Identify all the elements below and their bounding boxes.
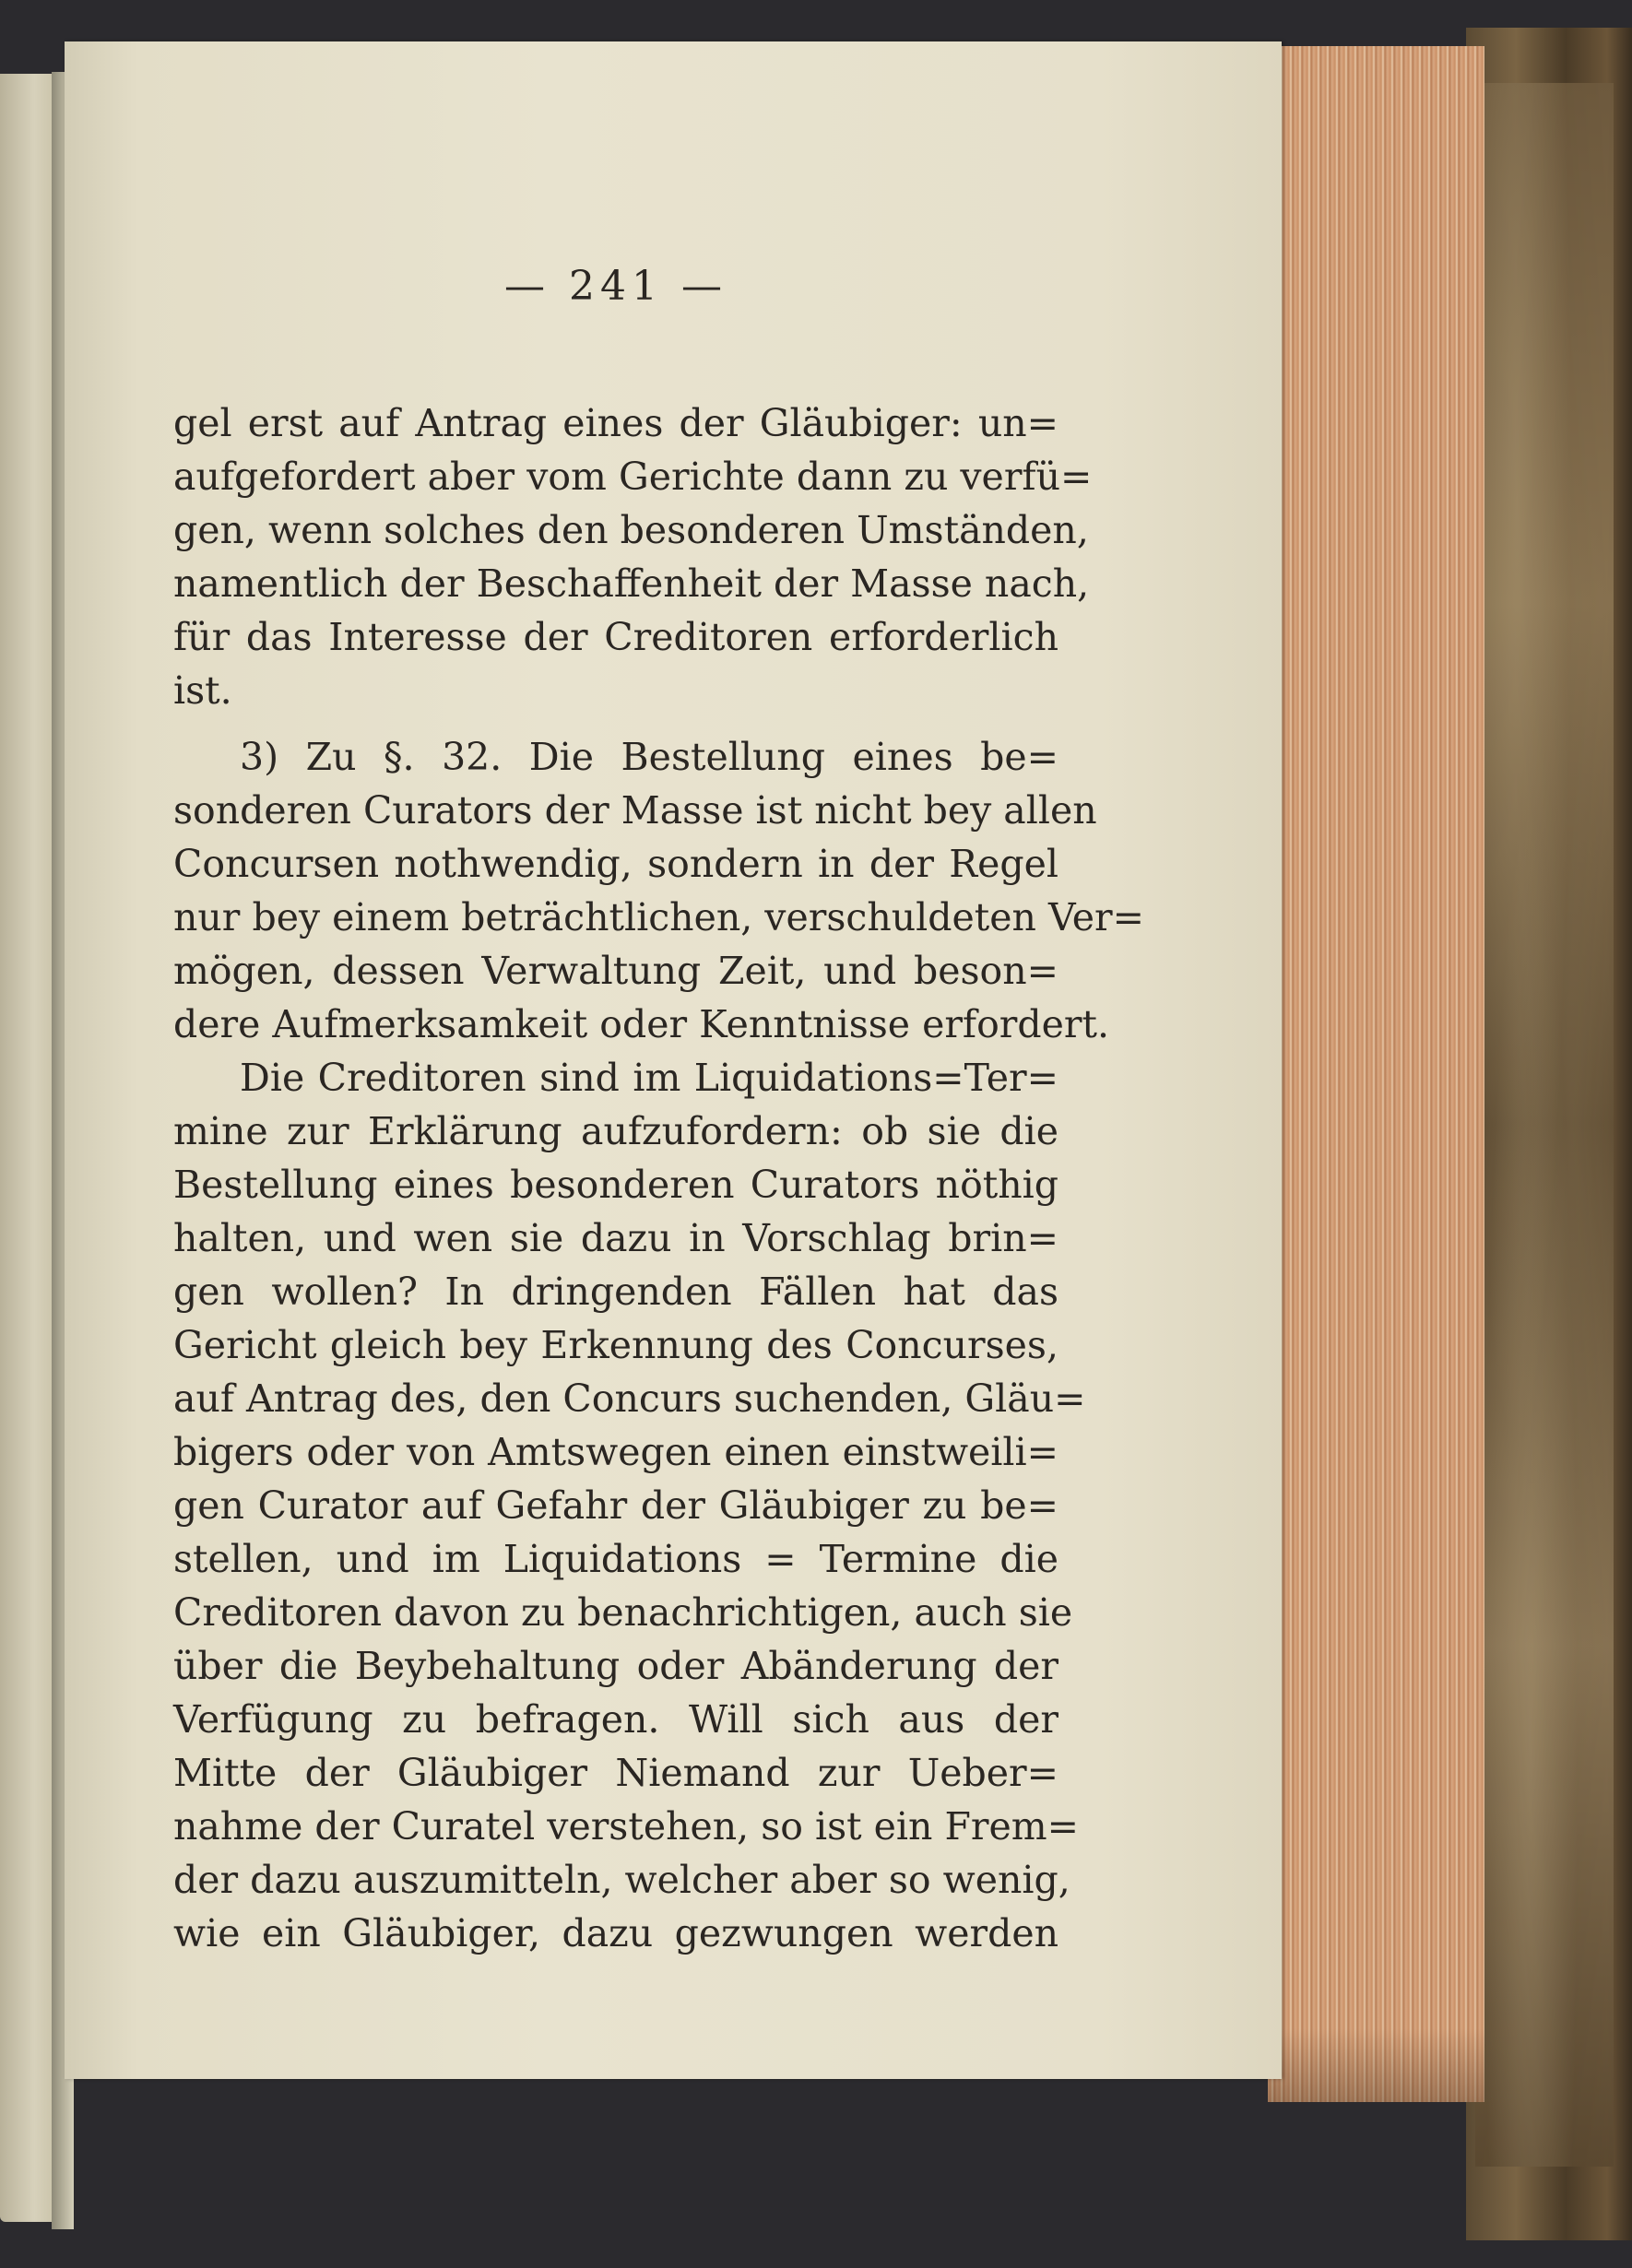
page-edges (1268, 46, 1484, 2102)
text-line: dere Aufmerksamkeit oder Kenntnisse erfordert. (173, 1002, 1110, 1046)
text-line: sonderen Curators der Masse ist nicht bey allen (173, 788, 1097, 833)
left-page (0, 74, 57, 2222)
text-line: 3) Zu §. 32. Die Bestellung eines be= (240, 735, 1058, 779)
text-line: gen wollen? In dringenden Fällen hat das (173, 1270, 1058, 1314)
text-line: über die Beybehaltung oder Abänderung der (173, 1644, 1058, 1688)
text-line: auf Antrag des, den Concurs suchenden, Gläu= (173, 1376, 1086, 1421)
text-line: der dazu auszumitteln, welcher aber so wenig, (173, 1858, 1070, 1902)
text-line: Creditoren davon zu benachrichtigen, auch sie (173, 1590, 1073, 1635)
text-line: gen, wenn solches den besonderen Umständen, (173, 508, 1089, 552)
text-line: Gericht gleich bey Erkennung des Concurses, (173, 1323, 1058, 1367)
text-line: Concursen nothwendig, sondern in der Regel (173, 842, 1058, 886)
text-line: halten, und wen sie dazu in Vorschlag brin= (173, 1216, 1058, 1260)
marbled-cover (1475, 83, 1614, 2167)
text-line: Die Creditoren sind im Liquidations=Ter= (240, 1056, 1058, 1100)
text-line: stellen, und im Liquidations = Termine die (173, 1537, 1058, 1581)
text-line: bigers oder von Amtswegen einen einstweili= (173, 1430, 1058, 1474)
text-line: namentlich der Beschaffenheit der Masse nach, (173, 561, 1090, 606)
text-line: für das Interesse der Creditoren erforderlich (173, 615, 1058, 659)
text-line: Bestellung eines besonderen Curators nöthig (173, 1163, 1058, 1207)
text-line: mögen, dessen Verwaltung Zeit, und beson= (173, 949, 1058, 993)
text-line: nur bey einem beträchtlichen, verschuldeten Ver= (173, 895, 1145, 939)
text-line: wie ein Gläubiger, dazu gezwungen werden (173, 1911, 1058, 1955)
text-line: mine zur Erklärung aufzufordern: ob sie die (173, 1109, 1058, 1153)
text-line: Verfügung zu befragen. Will sich aus der (173, 1697, 1058, 1742)
page-number-header: — 241 — (504, 263, 727, 310)
page-edges-shadow (1268, 2028, 1484, 2102)
text-line: gen Curator auf Gefahr der Gläubiger zu be= (173, 1483, 1058, 1528)
text-line: ist. (173, 668, 232, 713)
text-line: gel erst auf Antrag eines der Gläubiger: un= (173, 401, 1058, 445)
text-line: nahme der Curatel verstehen, so ist ein Frem= (173, 1804, 1079, 1849)
text-line: Mitte der Gläubiger Niemand zur Ueber= (173, 1751, 1058, 1795)
right-page (65, 41, 1282, 2079)
text-line: aufgefordert aber vom Gerichte dann zu verfü= (173, 455, 1093, 499)
